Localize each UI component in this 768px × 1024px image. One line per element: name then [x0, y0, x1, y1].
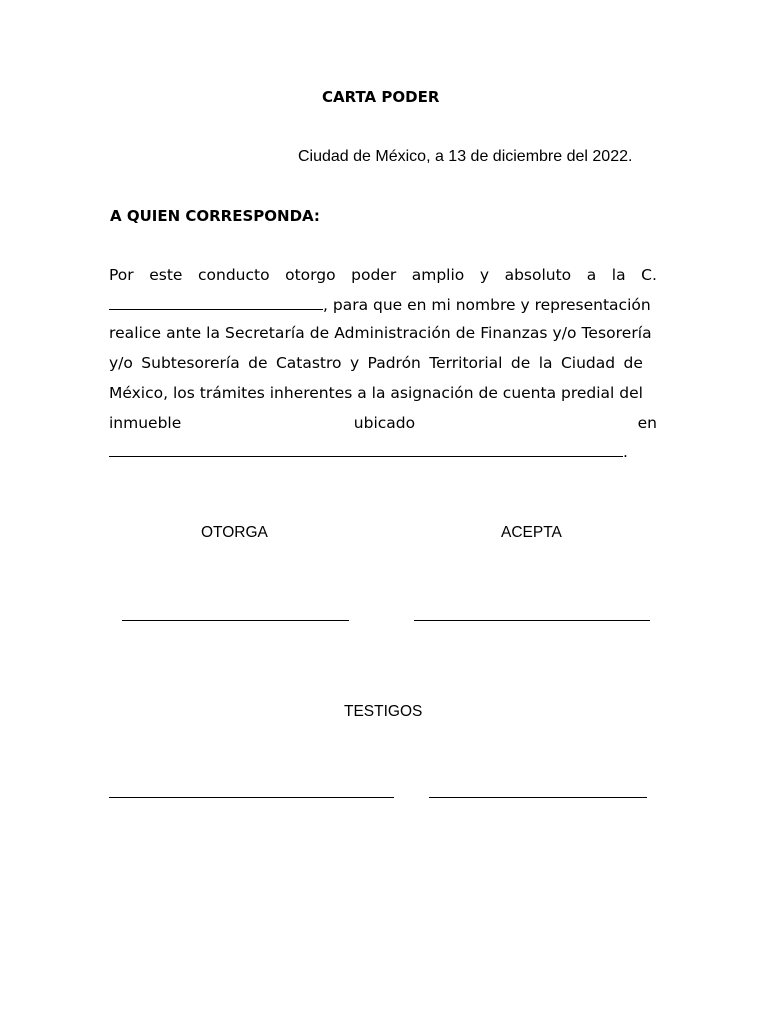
otorga-signature-line — [122, 620, 349, 621]
word: poder — [351, 266, 397, 284]
paragraph-line-2 — [109, 295, 657, 314]
word: Por — [109, 266, 134, 284]
word: a — [586, 266, 597, 284]
paragraph-line-7 — [109, 442, 657, 461]
word: en — [637, 414, 657, 432]
paragraph-line-4 — [109, 354, 657, 372]
name-blank — [109, 295, 323, 310]
word: amplio — [411, 266, 465, 284]
line-text: y/o Subtesorería de Catastro y Padrón Territorial de la Ciudad de — [109, 354, 643, 372]
word: y — [479, 266, 490, 284]
acepta-signature-line — [414, 620, 650, 621]
paragraph-line-3 — [109, 324, 657, 342]
place-and-date: Ciudad de México, a 13 de diciembre del 2022. — [298, 148, 633, 165]
word: inmueble — [109, 414, 182, 432]
line-text: , para que en mi nombre y representación — [323, 296, 651, 314]
line-text: realice ante la Secretaría de Administración de Finanzas y/o Tesorería — [109, 324, 652, 342]
paragraph-line-5 — [109, 384, 657, 402]
acepta-label: ACEPTA — [501, 524, 562, 541]
document-title: CARTA PODER — [322, 88, 440, 106]
word: conducto — [197, 266, 270, 284]
witness-2-signature-line — [429, 797, 647, 798]
otorga-label: OTORGA — [201, 524, 268, 541]
witness-1-signature-line — [109, 797, 394, 798]
word: C. — [641, 266, 657, 284]
line-text: México, los trámites inherentes a la asignación de cuenta predial del — [109, 384, 643, 402]
word: otorgo — [285, 266, 336, 284]
testigos-label: TESTIGOS — [344, 703, 423, 720]
salutation: A QUIEN CORRESPONDA: — [110, 207, 320, 225]
word: la — [611, 266, 626, 284]
address-blank — [109, 442, 623, 457]
paragraph-line-1 — [109, 266, 657, 284]
line-text: . — [623, 443, 628, 461]
word: este — [149, 266, 183, 284]
word: absoluto — [504, 266, 572, 284]
word: ubicado — [353, 414, 416, 432]
paragraph-line-6 — [109, 414, 657, 432]
